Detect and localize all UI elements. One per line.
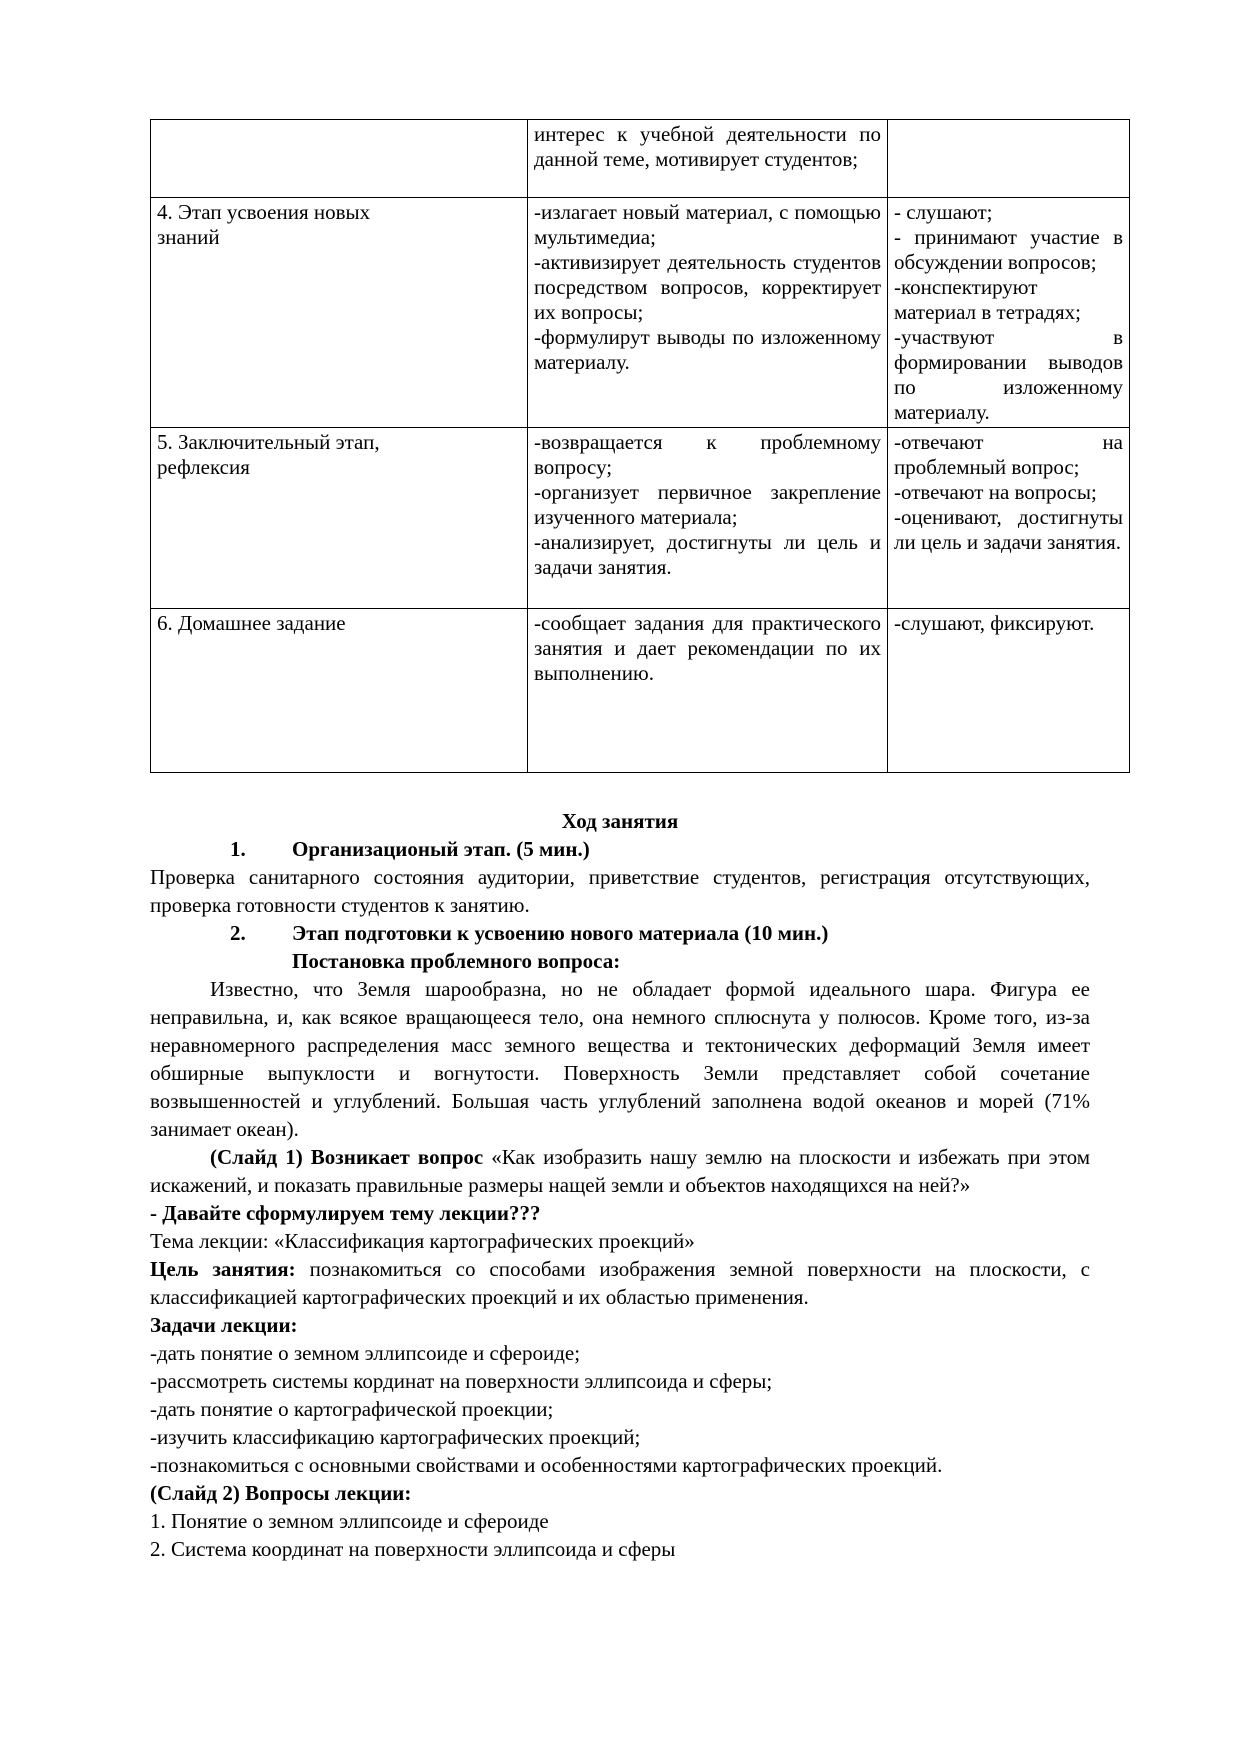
numbered-heading-2 xyxy=(150,919,1090,947)
list-number: 2. xyxy=(230,921,246,945)
teacher-activity-cell xyxy=(528,198,888,428)
teacher-activity-cell xyxy=(528,120,888,198)
slide1-question-text: «Как изобразить нашу землю на плоскости и избежать при этом искажений, и показать правильные размеры нащей земли и объектов находящихся на ней?» xyxy=(150,1145,1090,1197)
teacher-activity-text: -активизирует деятельность студентов посредством вопросов, корректирует их вопросы; xyxy=(534,250,881,324)
student-activity-cell xyxy=(888,609,1130,773)
goal-bold-lead: Цель занятия: xyxy=(150,1257,296,1281)
student-activity-text: -отвечают на вопросы; xyxy=(894,480,1097,504)
student-activity-cell xyxy=(888,428,1130,609)
paragraph-earth-shape: Известно, что Земля шарообразна, но не обладает формой идеального шара. Фигура ее неправильна, и, как всякое вращающееся тело, она немного сплюснута у полюсов. Кроме того, из-за неравномерного распределения масс земного вещества и тектонических деформаций Земля имеет обширные выпуклости и вогнутости. Поверхность Земли представляет собой сочетание возвышенностей и углублений. Большая часть углублений заполнена водой океанов и морей (71% занимает океан). xyxy=(150,977,1090,1141)
numbered-heading-1 xyxy=(150,835,1090,863)
student-activity-text: -конспектируют материал в тетрадях; xyxy=(894,275,1081,324)
student-activity-text: -оценивают, достигнуты ли цель и задачи занятия. xyxy=(894,505,1123,554)
list-number: 1. xyxy=(230,837,246,861)
numbered-heading-label: Этап подготовки к усвоению нового материала (10 мин.) xyxy=(292,921,829,945)
teacher-activity-cell xyxy=(528,609,888,773)
paragraph-organization: Проверка санитарного состояния аудитории, приветствие студентов, регистрация отсутствующих, проверка готовности студентов к занятию. xyxy=(150,865,1090,917)
task-line: -дать понятие о земном эллипсоиде и сфероиде; xyxy=(150,1341,581,1365)
formulate-topic-line: - Давайте сформулируем тему лекции??? xyxy=(150,1201,541,1225)
student-activity-text: -участвуют в формировании выводов по изложенному материалу. xyxy=(894,325,1123,424)
table-row-stage-4 xyxy=(151,198,1130,428)
teacher-activity-text: -формулирут выводы по изложенному материалу. xyxy=(534,325,881,374)
paragraph-goal xyxy=(150,1255,1090,1311)
table-row-stage-5 xyxy=(151,428,1130,609)
goal-text: познакомиться со способами изображения земной поверхности на плоскости, с классификацией картографических проекций и их областью применения. xyxy=(150,1257,1090,1309)
lesson-stages-table xyxy=(150,119,1130,773)
section-title: Ход занятия xyxy=(561,809,679,833)
teacher-activity-text: -организует первичное закрепление изученного материала; xyxy=(534,480,881,529)
task-line: -изучить классификацию картографических проекций; xyxy=(150,1425,641,1449)
slide1-bold-lead: (Слайд 1) Возникает вопрос xyxy=(210,1145,484,1169)
student-activity-cell xyxy=(888,120,1130,198)
stage-cell xyxy=(151,609,528,773)
stage-title-line: 6. Домашнее задание xyxy=(157,611,346,635)
stage-cell xyxy=(151,428,528,609)
numbered-heading-label: Организационый этап. (5 мин.) xyxy=(292,837,590,861)
stage-title-line: 4. Этап усвоения новых xyxy=(157,200,371,224)
teacher-activity-text: интерес к учебной деятельности по данной теме, мотивирует студентов; xyxy=(534,122,881,171)
student-activity-cell xyxy=(888,198,1130,428)
teacher-activity-text: -анализирует, достигнуты ли цель и задачи занятия. xyxy=(534,530,881,579)
teacher-activity-cell xyxy=(528,428,888,609)
stage-cell xyxy=(151,198,528,428)
stage-title-line: 5. Заключительный этап, xyxy=(157,430,380,454)
teacher-activity-text: -излагает новый материал, с помощью мультимедиа; xyxy=(534,200,881,249)
lecture-question-line: 1. Понятие о земном эллипсоиде и сфероиде xyxy=(150,1509,549,1533)
stage-cell xyxy=(151,120,528,198)
teacher-activity-text: -возвращается к проблемному вопросу; xyxy=(534,430,881,479)
table-row-stage-6 xyxy=(151,609,1130,773)
stage-title-line: рефлексия xyxy=(157,455,250,479)
paragraph-slide1 xyxy=(150,1143,1090,1199)
student-activity-text: -слушают, фиксируют. xyxy=(894,611,1095,635)
problem-question-heading: Постановка проблемного вопроса: xyxy=(292,949,621,973)
task-line: -дать понятие о картографической проекции; xyxy=(150,1397,554,1421)
stage-title-line: знаний xyxy=(157,225,220,249)
task-line: -рассмотреть системы кординат на поверхности эллипсоида и сферы; xyxy=(150,1369,773,1393)
tasks-heading: Задачи лекции: xyxy=(150,1313,298,1337)
task-line: -познакомиться с основными свойствами и особенностями картографических проекций. xyxy=(150,1453,943,1477)
table-row-continuation xyxy=(151,120,1130,198)
lecture-question-line: 2. Система координат на поверхности эллипсоида и сферы xyxy=(150,1537,676,1561)
lecture-theme-line: Тема лекции: «Классификация картографических проекций» xyxy=(150,1229,695,1253)
student-activity-text: - слушают; xyxy=(894,200,993,224)
slide2-questions-heading: (Слайд 2) Вопросы лекции: xyxy=(150,1481,412,1505)
student-activity-text: - принимают участие в обсуждении вопросов; xyxy=(894,225,1123,274)
teacher-activity-text: -сообщает задания для практического занятия и дает рекомендации по их выполнению. xyxy=(534,611,881,685)
student-activity-text: -отвечают на проблемный вопрос; xyxy=(894,430,1123,479)
